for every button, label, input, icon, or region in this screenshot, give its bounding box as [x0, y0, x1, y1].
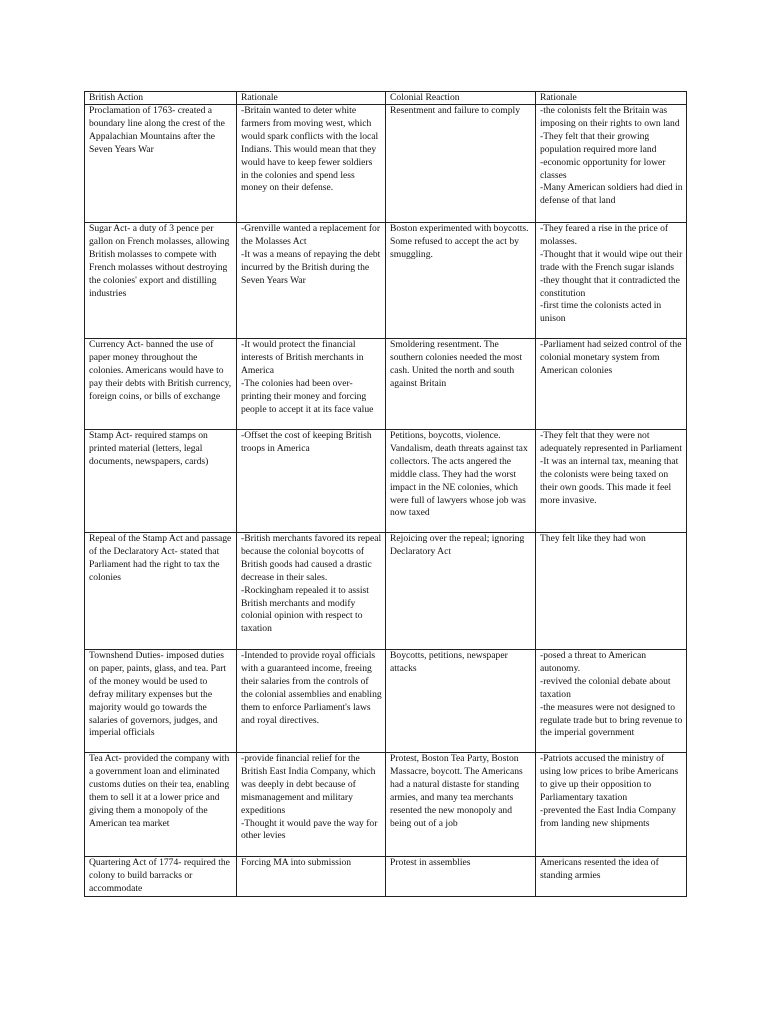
cell-text: -British merchants favored its repeal because the colonial boycotts of British goods had caused a drastic decrease in their sales. -Rockingham repealed it to assist British merchants and modify colonial opinion with respect to taxation — [241, 533, 382, 635]
cell-rationale — [237, 430, 386, 533]
cell-text: Stamp Act- required stamps on printed material (letters, legal documents, newspapers, cards) — [89, 430, 209, 467]
cell-rationale — [237, 105, 386, 223]
table-row — [85, 857, 687, 897]
cell-rationale — [237, 223, 386, 339]
cell-text: -Grenville wanted a replacement for the Molasses Act -It was a means of repaying the debt incurred by the British during the Seven Years War — [241, 223, 381, 286]
cell-text: -They felt that they were not adequately represented in Parliament -It was an internal tax, meaning that the colonists were being taxed on their own goods. This made it feel more invasive. — [540, 430, 682, 506]
cell-text: -They feared a rise in the price of molasses. -Thought that it would wipe out their trade with the French sugar islands -they thought that it contradicted the constitution -first time the colonists acted in unison — [540, 223, 683, 325]
cell-colonial-reaction — [386, 533, 536, 650]
cell-text: Rejoicing over the repeal; ignoring Declaratory Act — [390, 533, 525, 557]
cell-colonial-reaction — [386, 223, 536, 339]
cell-text: -Offset the cost of keeping British troops in America — [241, 430, 372, 454]
cell-text: Resentment and failure to comply — [390, 105, 521, 116]
cell-rationale — [237, 339, 386, 430]
header-colonial-reaction: Colonial Reaction — [386, 92, 536, 105]
cell-colonial-reaction — [386, 857, 536, 897]
table-header-row — [85, 92, 687, 105]
cell-british-action — [85, 650, 237, 753]
table-row — [85, 105, 687, 223]
cell-colonial-reaction — [386, 430, 536, 533]
table-row — [85, 339, 687, 430]
cell-colonial-reaction — [386, 753, 536, 857]
cell-text: Proclamation of 1763- created a boundary line along the crest of the Appalachian Mountains after the Seven Years War — [89, 105, 225, 155]
cell-text: Protest, Boston Tea Party, Boston Massacre, boycott. The Americans had a natural distaste for standing armies, and many tea merchants resented the new monopoly and being out of a job — [390, 753, 523, 829]
table-row — [85, 430, 687, 533]
cell-colonial-reaction — [386, 105, 536, 223]
cell-rationale — [237, 533, 386, 650]
cell-british-action — [85, 533, 237, 650]
cell-reaction-rationale — [536, 533, 687, 650]
cell-rationale — [237, 753, 386, 857]
cell-rationale — [237, 650, 386, 753]
cell-text: Forcing MA into submission — [241, 857, 352, 868]
cell-reaction-rationale — [536, 650, 687, 753]
cell-colonial-reaction — [386, 650, 536, 753]
cell-british-action — [85, 105, 237, 223]
cell-text: They felt like they had won — [540, 533, 646, 544]
cell-text: -provide financial relief for the British East India Company, which was deeply in debt because of mismanagement and military expeditions -Thought it would pave the way for other levies — [241, 753, 378, 842]
cell-text: Protest in assemblies — [390, 857, 471, 868]
table-row — [85, 533, 687, 650]
cell-text: Tea Act- provided the company with a government loan and eliminated customs duties on their tea, enabling them to sell it at a lower price and giving them a monopoly of the American tea market — [89, 753, 230, 829]
table-row — [85, 223, 687, 339]
cell-text: -Intended to provide royal officials with a guaranteed income, freeing their salaries from the controls of the colonial assemblies and enabling them to enforce Parliament's laws and royal directives. — [241, 650, 382, 726]
cell-reaction-rationale — [536, 339, 687, 430]
cell-text: -the colonists felt the Britain was imposing on their rights to own land -They felt that their growing population required more land -economic opportunity for lower classes -Many American soldiers had died in defense of that land — [540, 105, 683, 207]
cell-text: Petitions, boycotts, violence. Vandalism, death threats against tax collectors. The acts angered the middle class. They had the worst impact in the NE colonies, which were full of lawyers whose job was now taxed — [390, 430, 528, 519]
cell-text: Boston experimented with boycotts. Some refused to accept the act by smuggling. — [390, 223, 529, 260]
cell-text: -posed a threat to American autonomy. -revived the colonial debate about taxation -the measures were not designed to regulate trade but to bring revenue to the imperial government — [540, 650, 683, 739]
cell-text: Repeal of the Stamp Act and passage of the Declaratory Act- stated that Parliament had the right to tax the colonies — [89, 533, 232, 583]
cell-british-action — [85, 430, 237, 533]
cell-reaction-rationale — [536, 430, 687, 533]
cell-british-action — [85, 339, 237, 430]
cell-rationale — [237, 857, 386, 897]
table-row — [85, 753, 687, 857]
cell-text: -Britain wanted to deter white farmers from moving west, which would spark conflicts with the local Indians. This would mean that they would have to keep fewer soldiers in the colonies and spend less money on their defense. — [241, 105, 379, 194]
cell-text: -Patriots accused the ministry of using low prices to bribe Americans to give up their opposition to Parliamentary taxation -prevented the East India Company from landing new shipments — [540, 753, 679, 829]
cell-text: Quartering Act of 1774- required the colony to build barracks or accommodate — [89, 857, 230, 894]
header-reaction-rationale: Rationale — [536, 92, 687, 105]
cell-british-action — [85, 223, 237, 339]
cell-reaction-rationale — [536, 753, 687, 857]
cell-text: Townshend Duties- imposed duties on paper, paints, glass, and tea. Part of the money would be used to defray military expenses but the majority would go towards the salaries of governors, judges, and imperial officials — [89, 650, 227, 739]
cell-british-action — [85, 857, 237, 897]
cell-reaction-rationale — [536, 857, 687, 897]
cell-reaction-rationale — [536, 105, 687, 223]
header-british-action: British Action — [85, 92, 237, 105]
cell-text: -Parliament had seized control of the colonial monetary system from American colonies — [540, 339, 682, 376]
cell-text: -It would protect the financial interests of British merchants in America -The colonies had been over-printing their money and forcing people to accept it at its face value — [241, 339, 374, 415]
header-rationale: Rationale — [237, 92, 386, 105]
cell-text: Smoldering resentment. The southern colonies needed the most cash. United the north and south against Britain — [390, 339, 523, 389]
cell-text: Americans resented the idea of standing armies — [540, 857, 659, 881]
cell-british-action — [85, 753, 237, 857]
cell-colonial-reaction — [386, 339, 536, 430]
british-actions-table — [84, 91, 687, 897]
cell-text: Sugar Act- a duty of 3 pence per gallon on French molasses, allowing British molasses to compete with French molasses without destroying the colonies' export and distilling industries — [89, 223, 230, 299]
cell-text: Boycotts, petitions, newspaper attacks — [390, 650, 508, 674]
table-row — [85, 650, 687, 753]
cell-reaction-rationale — [536, 223, 687, 339]
cell-text: Currency Act- banned the use of paper money throughout the colonies. Americans would have to pay their debts with British currency, foreign coins, or bills of exchange — [89, 339, 232, 402]
